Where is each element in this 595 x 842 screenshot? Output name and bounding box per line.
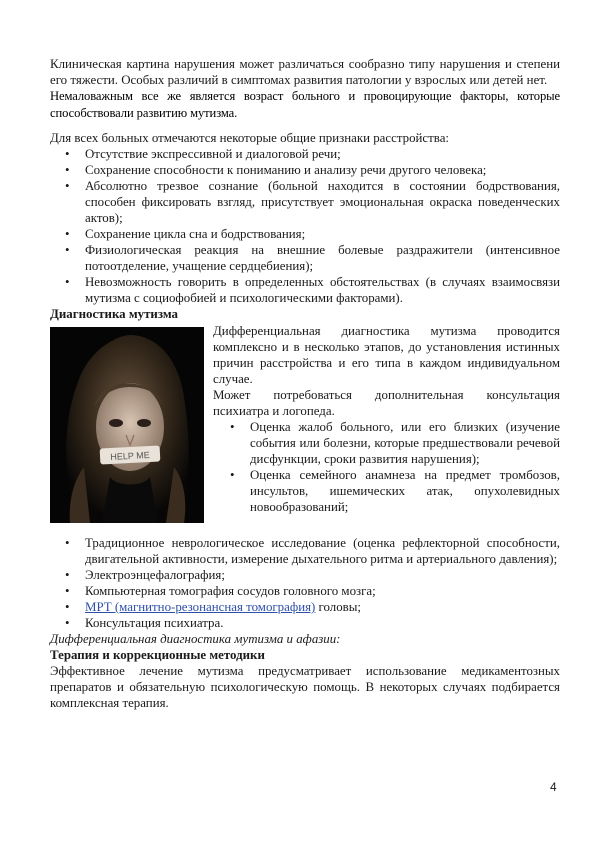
highlighted-paragraph (50, 88, 560, 122)
diagnostics-section (50, 323, 560, 535)
diagnostics-paragraph: Дифференциальная диагностика мутизма проводится комплексно и в несколько этапов, до установления истинных причин расстройства и его типа в каждом индивидуальном случае. (213, 324, 560, 386)
page-number: 4 (550, 780, 557, 794)
list-item: • Невозможность говорить в определенных обстоятельствах (в случаях взаимосвязи мутизма с социофобией и психологическими факторами). (50, 274, 560, 306)
list-item: • Физиологическая реакция на внешние болевые раздражители (интенсивное потоотделение, учащение сердцебиения); (50, 242, 560, 274)
list-item: • Сохранение цикла сна и бодрствования; (50, 226, 560, 242)
list-item: • Оценка жалоб больного, или его близких (изучение события или болезни, которые предшествовали речевой дисфункции, сроки развития нарушения); (213, 419, 560, 467)
girl-photo-illustration (50, 327, 204, 523)
mri-link-suffix: головы; (315, 600, 361, 614)
differential-title: Дифференциальная диагностика мутизма и афазии: (50, 632, 341, 646)
highlight-text: Немаловажным все же является возраст больного и провоцирующие факторы, которые способствовали развитию мутизма. (50, 89, 560, 120)
diagnostics-text (213, 323, 560, 515)
consultation-paragraph: Может потребоваться дополнительная консультация психиатра и логопеда. (213, 388, 560, 418)
document-page (50, 56, 560, 711)
signs-list (50, 146, 560, 306)
girl-photo (50, 327, 204, 523)
tape-text: HELP ME (110, 449, 150, 463)
list-item: • Отсутствие экспрессивной и диалоговой речи; (50, 146, 560, 162)
list-item: • Электроэнцефалография; (50, 567, 560, 583)
list-item: • Сохранение способности к пониманию и анализу речи другого человека; (50, 162, 560, 178)
list-item: • Консультация психиатра. (50, 615, 560, 631)
signs-lead: Для всех больных отмечаются некоторые общие признаки расстройства: (50, 131, 449, 145)
therapy-paragraph: Эффективное лечение мутизма предусматривает использование медикаментозных препаратов и обязательную психологическую помощь. В некоторых случаях подбирается комплексная терапия. (50, 664, 560, 710)
list-item (50, 599, 560, 615)
mri-link[interactable]: МРТ (магнитно-резонансная томография) (85, 600, 316, 614)
list-item: • Традиционное неврологическое исследование (оценка рефлекторной способности, двигательной активности, измерение дыхательного ритма и артериального давления); (50, 535, 560, 567)
list-item: • Оценка семейного анамнеза на предмет тромбозов, инсультов, ишемических атак, опухолевидных новообразований; (213, 467, 560, 515)
list-item: • Абсолютно трезвое сознание (больной находится в состоянии бодрствования, способен фиксировать взгляд, присутствует эмоциональная окраска поведенческих актов); (50, 178, 560, 226)
therapy-heading: Терапия и коррекционные методики (50, 648, 265, 662)
list-item: • Компьютерная томография сосудов головного мозга; (50, 583, 560, 599)
diagnostics-heading: Диагностика мутизма (50, 307, 178, 321)
intro-paragraph: Клиническая картина нарушения может различаться сообразно типу нарушения и степени его тяжести. Особых различий в симптомах развития патологии у взрослых или детей нет. (50, 57, 560, 87)
exams-list (50, 535, 560, 631)
diagnostics-list (213, 419, 560, 515)
